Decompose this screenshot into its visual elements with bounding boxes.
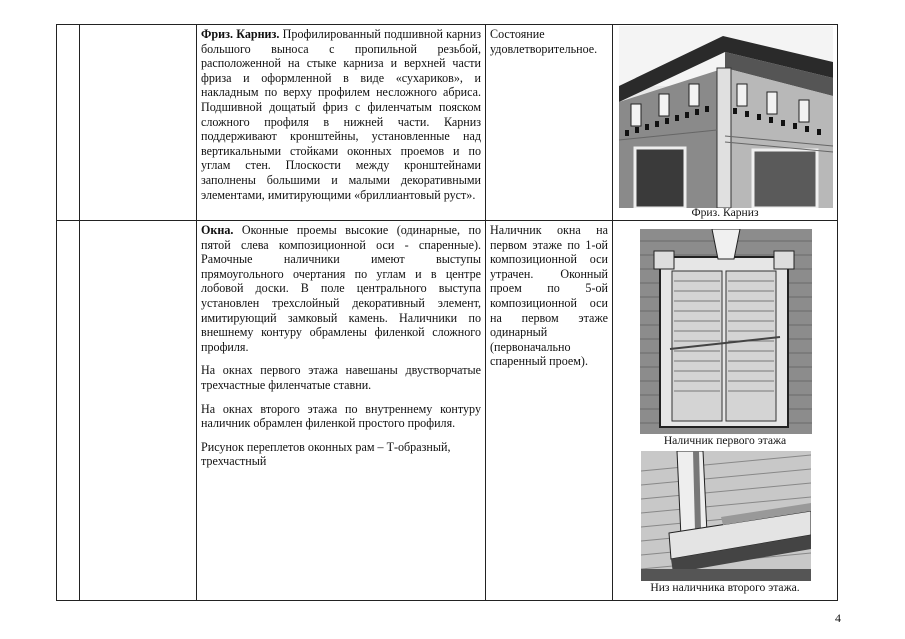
windows-shutters-text: На окнах первого этажа навешаны двустворчатые трехчастные филенчатые ставни.	[201, 363, 481, 392]
page-number: 4	[835, 611, 841, 625]
section-title-windows: Окна.	[201, 223, 234, 237]
windows-description: Оконные проемы высокие (одинарные, по пятой слева композиционной оси - спаренные). Рамочные наличники имеют выступы прямоугольного очертания по углам и в центре лобовой доски. В поле центрального выступа установлен трехслойный декоративный элемент, имитирующий замковый камень. Наличники по внешнему контуру обрамлены филенкой сложного профиля.	[201, 223, 481, 354]
description-cell	[197, 221, 486, 601]
table-row	[57, 25, 838, 221]
windows-second-floor-text: На окнах второго этажа по внутреннему контуру наличник обрамлен филенкой простого профиля.	[201, 401, 481, 431]
frieze-description: Профилированный подшивной карниз большого выноса с пропильной резьбой, расположенной на стыке карниза и верхней части фриза и оформленной в виде «сухариков», и накладным по верху профилем несложного абриса. Подшивной дощатый фриз с филенчатым пояском сложного профиля в нижней части. Карниз поддерживают кронштейны, установленные над вертикальными стойками оконных проемов и по углам стен. Плоскости между кронштейнами заполнены большими и малыми декоративными элементами, имитирующими «бриллиантовый руст».	[201, 27, 481, 202]
photo-caption-frieze: Фриз. Карниз	[691, 206, 759, 219]
frieze-state: Состояние удовлетворительное.	[490, 27, 598, 56]
state-cell	[486, 25, 613, 221]
state-cell	[486, 221, 613, 601]
name-cell	[80, 221, 197, 601]
section-title-frieze: Фриз. Карниз.	[201, 27, 280, 41]
second-floor-window-bottom-photo	[641, 451, 811, 581]
frieze-cornice-photo	[613, 26, 837, 208]
first-floor-window-photo	[640, 229, 812, 434]
photo-caption-second-floor: Низ наличника второго этажа.	[650, 581, 800, 594]
table-row	[57, 221, 838, 601]
name-cell	[80, 25, 197, 221]
number-cell	[57, 221, 80, 601]
description-cell	[197, 25, 486, 221]
photo-caption-first-floor: Наличник первого этажа	[663, 434, 787, 447]
number-cell	[57, 25, 80, 221]
windows-frame-pattern-text: Рисунок переплетов оконных рам – Т-образный, трехчастный	[201, 439, 451, 469]
photo-cell	[613, 221, 838, 601]
heritage-table	[56, 24, 838, 601]
windows-state: Наличник окна на первом этаже по 1-ой композиционной оси утрачен. Оконный проем по 5-ой композиционной оси на первом этаже одинарный (первоначально спаренный проем).	[490, 223, 608, 369]
photo-cell	[613, 25, 838, 221]
